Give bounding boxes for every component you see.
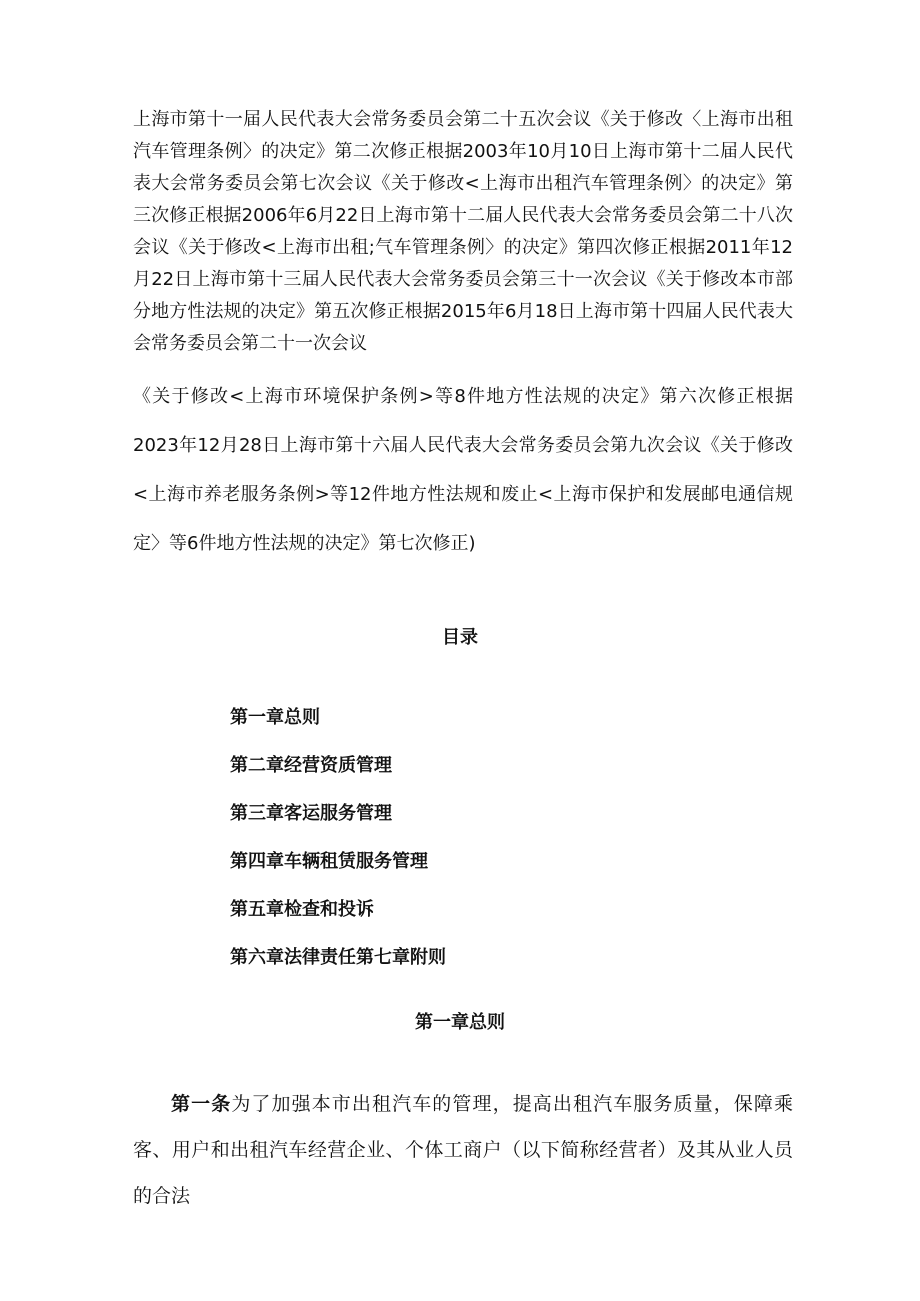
intro-paragraph-2: 《关于修改<上海市环境保护条例>等8件地方性法规的决定》第六次修正根据2023年12月28日上海市第十六届人民代表大会常务委员会第九次会议《关于修改<上海市养老服务条例>等12件地方性法规和废止<上海市保护和发展邮电通信规定〉等6件地方性法规的决定》第七次修正): [133, 386, 793, 554]
toc-item-chapter-2[interactable]: 第二章经营资质管理: [230, 755, 392, 776]
article-1-number: 第一条: [171, 1093, 232, 1115]
toc-item-chapter-3[interactable]: 第三章客运服务管理: [230, 803, 392, 824]
toc-item-chapter-1[interactable]: 第一章总则: [230, 707, 320, 728]
toc-title: 目录: [442, 627, 478, 648]
article-1: [133, 1081, 793, 1219]
toc-item-chapter-5[interactable]: 第五章检查和投诉: [230, 899, 374, 920]
intro-paragraph-1: 上海市第十一届人民代表大会常务委员会第二十五次会议《关于修改〈上海市出租汽车管理条例〉的决定》第二次修正根据2003年10月10日上海市第十二届人民代表大会常务委员会第七次会议《关于修改<上海市出租汽车管理条例〉的决定》第三次修正根据2006年6月22日上海市第十二届人民代表大会常务委员会第二十八次会议《关于修改<上海市出租;气车管理条例〉的决定》第四次修正根据2011年12月22日上海市第十三届人民代表大会常务委员会第三十一次会议《关于修改本市部分地方性法规的决定》第五次修正根据2015年6月18日上海市第十四届人民代表大会常务委员会第二十一次会议: [133, 109, 793, 354]
table-of-contents: [230, 704, 446, 992]
article-1-text: 为了加强本市出租汽车的管理，提高出租汽车服务质量，保障乘客、用户和出租汽车经营企业、个体工商户（以下简称经营者）及其从业人员的合法: [133, 1093, 793, 1207]
toc-item-chapter-6-7[interactable]: 第六章法律责任第七章附则: [230, 947, 446, 968]
chapter-1-heading: 第一章总则: [415, 1012, 505, 1033]
toc-item-chapter-4[interactable]: 第四章车辆租赁服务管理: [230, 851, 428, 872]
